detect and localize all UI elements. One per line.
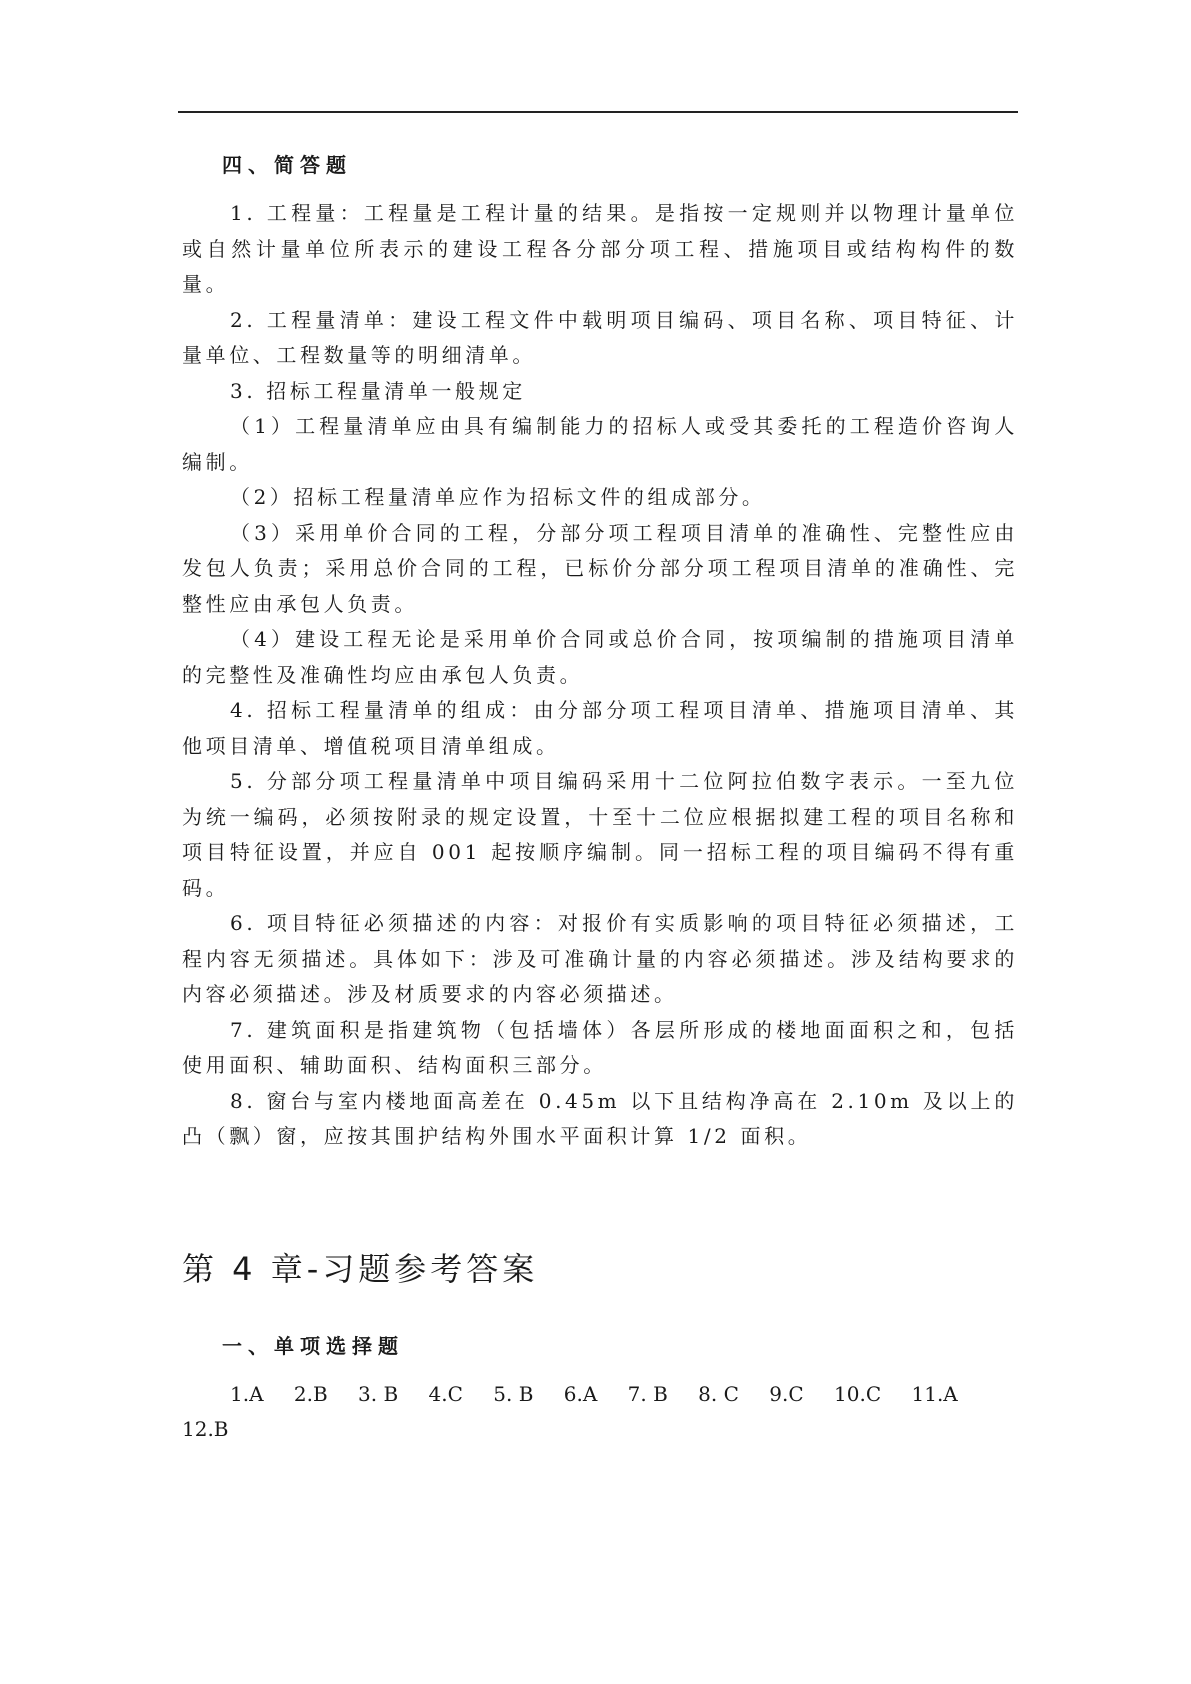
answer-paragraph: （3）采用单价合同的工程，分部分项工程项目清单的准确性、完整性应由发包人负责；采用总价合同的工程，已标价分部分项工程项目清单的准确性、完整性应由承包人负责。 <box>182 520 1018 616</box>
answer-paragraph: 4. 招标工程量清单的组成：由分部分项工程项目清单、措施项目清单、其他项目清单、增值税项目清单组成。 <box>182 698 1018 758</box>
answer-key-item: 1.A <box>230 1381 264 1406</box>
chapter-title: 第 4 章-习题参考答案 <box>182 1249 539 1288</box>
answer-key-item: 9.C <box>769 1381 804 1406</box>
answer-key-item: 12.B <box>182 1416 229 1441</box>
answer-paragraph: 2. 工程量清单：建设工程文件中载明项目编码、项目名称、项目特征、计量单位、工程数量等的明细清单。 <box>182 307 1018 367</box>
answer-key-item: 3. B <box>358 1381 399 1406</box>
answer-paragraph: 5. 分部分项工程量清单中项目编码采用十二位阿拉伯数字表示。一至九位为统一编码，必须按附录的规定设置，十至十二位应根据拟建工程的项目名称和项目特征设置，并应自 001 起按顺序编制。同一招标工程的项目编码不得有重码。 <box>182 769 1018 900</box>
answer-paragraph: 1. 工程量：工程量是工程计量的结果。是指按一定规则并以物理计量单位或自然计量单位所表示的建设工程各分部分项工程、措施项目或结构构件的数量。 <box>182 201 1018 296</box>
answer-key-item: 6.A <box>563 1381 598 1406</box>
header-rule <box>178 111 1018 113</box>
answer-key-list <box>182 1377 1018 1447</box>
answer-key-item: 4.C <box>428 1381 463 1406</box>
section-heading-short-answer: 四、简答题 <box>222 153 352 177</box>
answer-paragraph: 8. 窗台与室内楼地面高差在 0.45m 以下且结构净高在 2.10m 及以上的凸（飘）窗，应按其围护结构外围水平面积计算 1/2 面积。 <box>182 1088 1018 1148</box>
answer-key-item: 10.C <box>834 1381 882 1406</box>
answer-key-item: 2.B <box>293 1381 328 1406</box>
answer-key-item: 5. B <box>493 1381 534 1406</box>
answer-paragraph: （2）招标工程量清单应作为招标文件的组成部分。 <box>230 485 766 509</box>
answer-paragraph: 6. 项目特征必须描述的内容：对报价有实质影响的项目特征必须描述，工程内容无须描述。具体如下：涉及可准确计量的内容必须描述。涉及结构要求的内容必须描述。涉及材质要求的内容必须描述。 <box>182 911 1018 1006</box>
answer-paragraph: （1）工程量清单应由具有编制能力的招标人或受其委托的工程造价咨询人编制。 <box>182 414 1018 474</box>
page-content <box>182 148 1018 1447</box>
answer-paragraph: 3. 招标工程量清单一般规定 <box>230 378 526 403</box>
answer-paragraph: （4）建设工程无论是采用单价合同或总价合同，按项编制的措施项目清单的完整性及准确性均应由承包人负责。 <box>182 627 1018 687</box>
answer-paragraph: 7. 建筑面积是指建筑物（包括墙体）各层所形成的楼地面面积之和，包括使用面积、辅助面积、结构面积三部分。 <box>182 1017 1018 1077</box>
section-heading-single-choice: 一、单项选择题 <box>222 1333 404 1358</box>
answer-key-item: 7. B <box>627 1381 668 1406</box>
answer-key-item: 11.A <box>911 1381 958 1406</box>
answer-key-item: 8. C <box>698 1381 739 1406</box>
